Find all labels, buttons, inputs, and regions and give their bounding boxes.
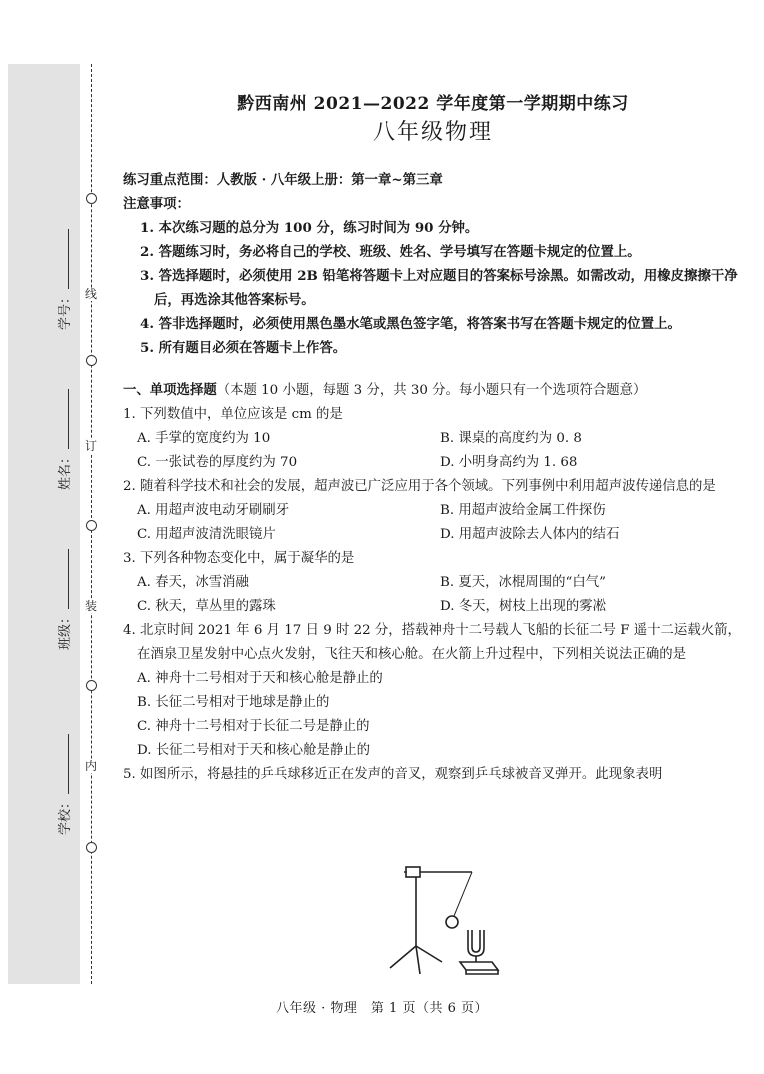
option: B. 夏天，冰棍周围的“白气” <box>440 575 606 590</box>
notice-heading: 注意事项： <box>123 196 190 212</box>
question-options <box>123 499 743 547</box>
option: B. 用超声波给金属工件探伤 <box>440 503 606 518</box>
school-label: 学校： <box>58 795 73 835</box>
question-options <box>123 667 743 763</box>
question-stem: 1. 下列数值中，单位应该是 cm 的是 <box>123 407 343 422</box>
binding-word-order: 订 <box>84 439 97 453</box>
option: C. 用超声波清洗眼镜片 <box>137 527 276 542</box>
tuning-fork-prongs-inner <box>472 930 480 952</box>
practice-scope: 练习重点范围：人教版 · 八年级上册：第一章~第三章 <box>123 172 443 188</box>
binding-hole <box>86 842 97 853</box>
binding-hole <box>86 520 97 531</box>
name-field <box>54 389 73 490</box>
stand-clamp <box>406 867 420 877</box>
name-label: 姓名： <box>58 450 73 490</box>
class-blank <box>58 549 69 609</box>
option: C. 秋天，草丛里的露珠 <box>137 599 276 614</box>
section-heading <box>123 378 743 403</box>
binding-hole <box>86 193 97 204</box>
stand-foot <box>390 946 416 968</box>
question-stem: 4. 北京时间 2021 年 6 月 17 日 9 时 22 分，搭载神舟十二号载人飞船的长征二号 F 遥十二运载火箭，在酒泉卫星发射中心点火发射，飞往天和核心舱。在火箭上升过程中，下列相关说法正确的是 <box>123 623 741 662</box>
ping-pong-ball <box>446 916 458 928</box>
binding-word-bind: 装 <box>84 599 97 613</box>
stand-foot <box>416 946 420 974</box>
notice-item: 5. 所有题目必须在答题卡上作答。 <box>140 340 347 356</box>
binding-hole <box>86 355 97 366</box>
class-field <box>54 549 73 650</box>
binding-word-inside: 内 <box>84 759 97 773</box>
exam-title: 黔西南州 2021—2022 学年度第一学期期中练习 <box>237 94 629 114</box>
option: A. 神舟十二号相对于天和核心舱是静止的 <box>137 671 383 686</box>
question-options <box>123 571 743 619</box>
student-id-blank <box>58 229 69 289</box>
notice-item: 1. 本次练习题的总分为 100 分，练习时间为 90 分钟。 <box>140 220 479 236</box>
exam-content <box>123 92 743 787</box>
school-field <box>54 734 73 835</box>
notice-item: 3. 答选择题时，必须使用 2B 铅笔将答题卡上对应题目的答案标号涂黑。如需改动，用橡皮擦擦干净后，再选涂其他答案标号。 <box>140 268 738 308</box>
option: A. 手掌的宽度约为 10 <box>137 431 271 446</box>
option: C. 一张试卷的厚度约为 70 <box>137 455 298 470</box>
name-blank <box>58 389 69 449</box>
option: D. 小明身高约为 1. 68 <box>440 455 578 470</box>
question-stem: 3. 下列各种物态变化中，属于凝华的是 <box>123 551 355 566</box>
exam-subject: 八年级物理 <box>372 120 493 145</box>
option: D. 长征二号相对于天和核心舱是静止的 <box>137 743 371 758</box>
question-stem: 2. 随着科学技术和社会的发展，超声波已广泛应用于各个领域。下列事例中利用超声波传递信息的是 <box>123 479 716 494</box>
stand-foot <box>416 946 442 962</box>
binding-strip <box>8 64 80 984</box>
option: C. 神舟十二号相对于长征二号是静止的 <box>137 719 370 734</box>
school-blank <box>58 734 69 794</box>
binding-hole <box>86 680 97 691</box>
student-id-field <box>54 229 73 330</box>
section-description: （本题 10 小题，每题 3 分，共 30 分。每小题只有一个选项符合题意） <box>216 383 647 398</box>
student-id-label: 学号： <box>58 290 73 330</box>
tuning-fork-figure <box>380 858 510 978</box>
resonance-box <box>460 962 498 970</box>
option: B. 长征二号相对于地球是静止的 <box>137 695 330 710</box>
option: B. 课桌的高度约为 0. 8 <box>440 431 582 446</box>
section-title: 一、单项选择题 <box>123 382 217 398</box>
pendulum-string <box>454 872 472 916</box>
page-footer: 八年级 · 物理 第 1 页（共 6 页） <box>276 1001 488 1016</box>
option: D. 用超声波除去人体内的结石 <box>440 527 620 542</box>
question-stem: 5. 如图所示，将悬挂的乒乓球移近正在发声的音叉，观察到乒乓球被音叉弹开。此现象表明 <box>123 767 663 782</box>
notice-item: 2. 答题练习时，务必将自己的学校、班级、姓名、学号填写在答题卡规定的位置上。 <box>140 244 641 260</box>
question-options <box>123 427 743 475</box>
option: A. 用超声波电动牙刷刷牙 <box>137 503 290 518</box>
option: A. 春天，冰雪消融 <box>137 575 249 590</box>
option: D. 冬天，树枝上出现的雾凇 <box>440 599 607 614</box>
binding-word-line: 线 <box>84 287 97 301</box>
notice-item: 4. 答非选择题时，必须使用黑色墨水笔或黑色签字笔，将答案书写在答题卡规定的位置上。 <box>140 316 681 332</box>
class-label: 班级： <box>58 610 73 650</box>
